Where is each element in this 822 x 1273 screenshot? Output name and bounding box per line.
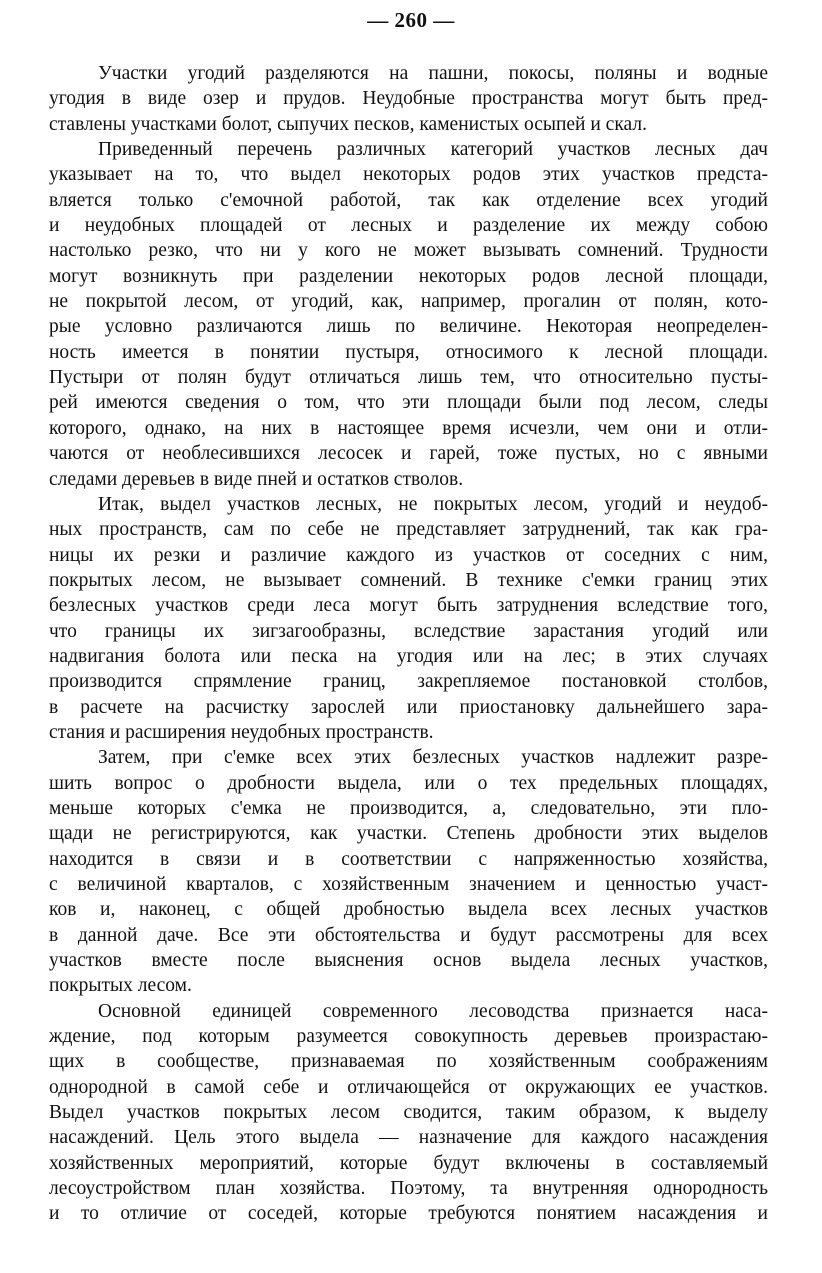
text-line: участков вместе после выяснения основ выдела лесных участков, bbox=[49, 950, 768, 972]
text-line: Итак, выдел участков лесных, не покрытых лесом, угодий и неудоб- bbox=[98, 493, 768, 515]
text-line: указывает на то, что выдел некоторых родов этих участков предста- bbox=[49, 164, 768, 186]
text-line: Пустыри от полян будут отличаться лишь тем, что относительно пусты- bbox=[49, 367, 768, 389]
text-line: находится в связи и в соответствии с напряженностью хозяйства, bbox=[49, 848, 768, 870]
text-line: и неудобных площадей от лесных и разделение их между собою bbox=[49, 215, 768, 237]
text-line: Приведенный перечень различных категорий участков лесных дач bbox=[98, 139, 768, 161]
text-line: ков и, наконец, с общей дробностью выдела всех лесных участков bbox=[49, 899, 768, 921]
text-line: чаются от необлесившихся лесосек и гарей, тоже пустых, но с явными bbox=[49, 443, 768, 465]
text-line: ставлены участками болот, сыпучих песков, каменистых осыпей и скал. bbox=[49, 113, 647, 135]
text-line: вляется только с'емочной работой, так как отделение всех угодий bbox=[49, 189, 768, 211]
text-line: ность имеется в понятии пустыря, относимого к лесной площади. bbox=[49, 341, 768, 363]
text-line: покрытых лесом. bbox=[49, 975, 192, 997]
text-line: щади не регистрируются, как участки. Степень дробности этих выделов bbox=[49, 823, 768, 845]
paragraph-5 bbox=[49, 999, 768, 1227]
text-line: рые условно различаются лишь по величине. Некоторая неопределен- bbox=[49, 316, 768, 338]
text-line: лесоустройством план хозяйства. Поэтому, та внутренняя однородность bbox=[49, 1178, 768, 1200]
body-text bbox=[49, 61, 768, 1227]
text-line: хозяйственных мероприятий, которые будут включены в составляемый bbox=[49, 1152, 768, 1174]
text-line: с величиной кварталов, с хозяйственным значением и ценностью участ- bbox=[49, 874, 768, 895]
text-line: стания и расширения неудобных пространств. bbox=[49, 721, 434, 743]
paragraph-1 bbox=[49, 61, 768, 137]
text-line: и то отличие от соседей, которые требуются понятием насаждения и bbox=[49, 1203, 768, 1225]
text-line: настолько резко, что ни у кого не может вызывать сомнений. Трудности bbox=[49, 240, 768, 262]
text-line: безлесных участков среди леса могут быть затруднения вследствие того, bbox=[49, 595, 768, 617]
text-line: Участки угодий разделяются на пашни, покосы, поляны и водные bbox=[98, 63, 768, 84]
text-line: Выдел участков покрытых лесом сводится, таким образом, к выделу bbox=[49, 1102, 768, 1124]
text-line: рей имеются сведения о том, что эти площади были под лесом, следы bbox=[49, 392, 768, 414]
paragraph-4 bbox=[49, 745, 768, 998]
text-line: ных пространств, сам по себе не представляет затруднений, так как гра- bbox=[49, 519, 768, 541]
text-line: ждение, под которым разумеется совокупность деревьев произрастаю- bbox=[49, 1026, 768, 1048]
text-line: угодия в виде озер и прудов. Неудобные пространства могут быть пред- bbox=[49, 88, 768, 110]
text-line: которого, однако, на них в настоящее время исчезли, чем они и отли- bbox=[49, 417, 768, 439]
text-line: в данной даче. Все эти обстоятельства и будут рассмотрены для всех bbox=[49, 924, 768, 946]
paragraph-3 bbox=[49, 492, 768, 745]
text-line: покрытых лесом, не вызывает сомнений. В технике с'емки границ этих bbox=[49, 569, 768, 591]
text-line: ницы их резки и различие каждого из участков от соседних с ним, bbox=[49, 544, 768, 566]
text-line: что границы их зигзагообразны, вследствие зарастания угодий или bbox=[49, 620, 768, 642]
page-number: — 260 — bbox=[367, 8, 455, 32]
text-line: в расчете на расчистку зарослей или приостановку дальнейшего зара- bbox=[49, 696, 768, 718]
text-line: щих в сообществе, признаваемая по хозяйственным соображениям bbox=[49, 1051, 768, 1073]
text-line: шить вопрос о дробности выдела, или о тех предельных площадях, bbox=[49, 772, 768, 794]
text-line: надвигания болота или песка на угодия или на лес; в этих случаях bbox=[49, 645, 768, 667]
text-line: не покрытой лесом, от угодий, как, например, прогалин от полян, кото- bbox=[49, 291, 768, 313]
text-line: Основной единицей современного лесоводства признается наса- bbox=[98, 1000, 768, 1022]
text-line: следами деревьев в виде пней и остатков стволов. bbox=[49, 468, 464, 490]
text-line: меньше которых с'емка не производится, а, следовательно, эти пло- bbox=[49, 797, 768, 819]
text-line: производится спрямление границ, закрепляемое постановкой столбов, bbox=[49, 671, 768, 693]
paragraph-2 bbox=[49, 137, 768, 492]
text-line: однородной в самой себе и отличающейся от окружающих ее участков. bbox=[49, 1076, 768, 1098]
text-line: Затем, при с'емке всех этих безлесных участков надлежит разре- bbox=[98, 747, 768, 769]
text-line: могут возникнуть при разделении некоторых родов лесной площади, bbox=[49, 265, 768, 287]
text-line: насаждений. Цель этого выдела — назначение для каждого насаждения bbox=[49, 1127, 768, 1149]
